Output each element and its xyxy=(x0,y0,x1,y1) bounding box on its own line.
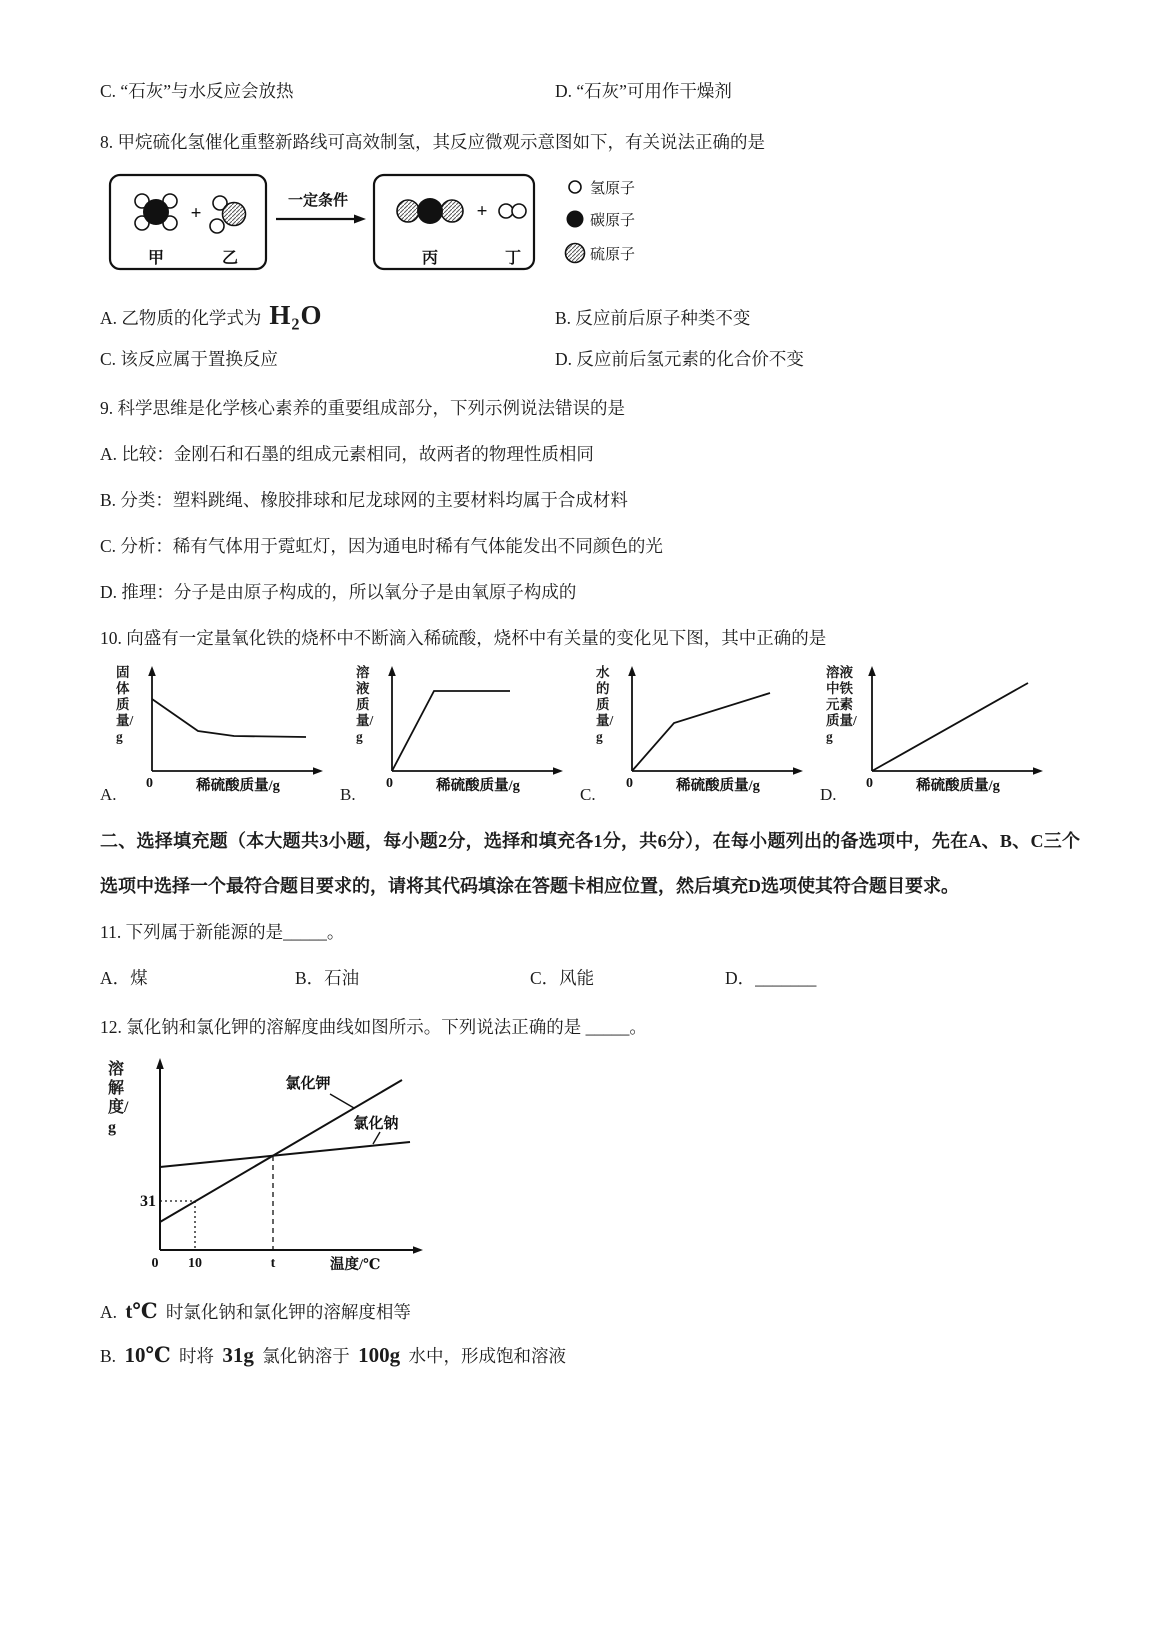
q8-option-c: C. 该反应属于置换反应 xyxy=(100,349,278,369)
curve xyxy=(392,691,510,771)
legend-sulfur: 硫原子 xyxy=(590,247,636,263)
mass-100g-formula: 100g xyxy=(358,1343,401,1367)
x-axis-arrow xyxy=(793,767,803,775)
h2o-formula: H₂O xyxy=(269,300,323,330)
q12-option-a-text: 时氯化钠和氯化钾的溶解度相等 xyxy=(165,1302,411,1322)
solubility-y-axis-label: 溶解度/g xyxy=(108,1061,129,1136)
x-axis-arrow xyxy=(413,1246,423,1254)
y-axis-arrow xyxy=(868,666,876,676)
nacl-curve xyxy=(160,1142,410,1167)
q12-stem: 12. 氯化钠和氯化钾的溶解度曲线如图所示。下列说法正确的是 _____。 xyxy=(100,1017,647,1037)
plus-sign: + xyxy=(190,203,202,224)
condition-label: 一定条件 xyxy=(287,193,349,209)
t-celsius-formula: t℃ xyxy=(125,1299,158,1323)
q12-solubility-graph xyxy=(108,1052,1080,1284)
q7-options-cd xyxy=(100,80,1080,103)
methane-molecule xyxy=(135,194,177,230)
x-axis-label: 稀硫酸质量/g xyxy=(676,778,760,794)
legend-hydrogen: 氢原子 xyxy=(590,181,636,197)
tick-0: 0 xyxy=(151,1256,159,1271)
reaction-micro-diagram xyxy=(108,169,656,283)
y-axis-arrow xyxy=(156,1058,164,1069)
label-ding: 丁 xyxy=(504,250,522,267)
graph-a-letter: A. xyxy=(100,785,117,804)
q12-option-b-text2: 氯化钠溶于 xyxy=(262,1346,350,1366)
x-axis-arrow xyxy=(1033,767,1043,775)
label-bing: 丙 xyxy=(421,250,439,267)
q11-stem: 11. 下列属于新能源的是_____。 xyxy=(100,922,345,942)
tick-t: t xyxy=(270,1256,276,1271)
x-axis-label: 稀硫酸质量/g xyxy=(196,778,280,794)
kcl-curve xyxy=(160,1080,402,1222)
q12-option-b xyxy=(100,1344,1080,1368)
graph-a-ylabel: 固体质量/g xyxy=(116,665,134,744)
x-axis-label: 稀硫酸质量/g xyxy=(916,778,1000,794)
label-jia: 甲 xyxy=(147,250,165,267)
curve xyxy=(872,683,1028,771)
carbon-atom-icon xyxy=(567,211,584,228)
q8-reaction-diagram xyxy=(108,169,1080,288)
q11-option-d: D．_______ xyxy=(725,968,817,988)
y-axis-arrow xyxy=(628,666,636,676)
graph-b-ylabel: 溶液质量/g xyxy=(356,665,374,744)
carbon-disulfide-molecule xyxy=(397,198,463,224)
q10-graph-a xyxy=(100,663,340,813)
curve xyxy=(152,699,306,737)
value-31: 31 xyxy=(140,1193,156,1210)
y-axis-arrow xyxy=(388,666,396,676)
graph-a-plot xyxy=(138,663,328,801)
q11-option-a: A．煤 xyxy=(100,968,148,988)
origin-label: 0 xyxy=(626,776,633,791)
q10-graph-d xyxy=(820,663,1060,813)
graph-d-ylabel: 溶液中铁元素质量/g xyxy=(826,665,857,744)
kcl-label-pointer xyxy=(330,1094,354,1108)
graph-b-plot xyxy=(378,663,568,801)
tick-10: 10 xyxy=(188,1256,202,1271)
q8-option-b: B. 反应前后原子种类不变 xyxy=(555,308,751,328)
plus-sign: + xyxy=(476,201,488,222)
x-axis-arrow xyxy=(313,767,323,775)
section-2-heading: 二、选择填充题（本大题共3小题，每小题2分，选择和填充各1分，共6分），在每小题列出的备选项中，先在A、B、C三个选项中选择一个最符合题目要求的，请将其代码填涂在答题卡相应位置，然后填充D选项使其符合题目要求。 xyxy=(100,831,1080,896)
q7-option-d: D. “石灰”可用作干燥剂 xyxy=(555,81,732,101)
q7-option-c: C. “石灰”与水反应会放热 xyxy=(100,81,294,101)
q10-graphs xyxy=(100,663,1080,813)
q10-stem: 10. 向盛有一定量氧化铁的烧杯中不断滴入稀硫酸，烧杯中有关量的变化见下图，其中正确的是 xyxy=(100,628,827,648)
q12-option-b-text1: 时将 xyxy=(178,1346,214,1366)
graph-b-letter: B. xyxy=(340,785,356,804)
q9-stem: 9. 科学思维是化学核心素养的重要组成部分，下列示例说法错误的是 xyxy=(100,398,625,418)
x-axis-label: 稀硫酸质量/g xyxy=(436,778,520,794)
graph-d-letter: D. xyxy=(820,785,837,804)
hydrogen-molecule xyxy=(499,204,526,218)
q11-option-b: B．石油 xyxy=(295,968,360,988)
label-yi: 乙 xyxy=(221,250,239,267)
q11-option-c: C．风能 xyxy=(530,968,595,988)
q10-graph-b xyxy=(340,663,580,813)
q12-option-b-text3: 水中，形成饱和溶液 xyxy=(408,1346,566,1366)
graph-c-ylabel: 水的质量/g xyxy=(596,665,614,744)
origin-label: 0 xyxy=(146,776,153,791)
hydrogen-atom-icon xyxy=(569,181,581,193)
legend-carbon: 碳原子 xyxy=(590,213,636,229)
kcl-label: 氯化钾 xyxy=(285,1076,331,1092)
origin-label: 0 xyxy=(866,776,873,791)
graph-d-plot xyxy=(858,663,1048,801)
q9-option-a: A. 比较：金刚石和石墨的组成元素相同，故两者的物理性质相同 xyxy=(100,444,594,464)
nacl-label: 氯化钠 xyxy=(353,1116,399,1132)
q8-option-a xyxy=(100,300,555,330)
nacl-label-pointer xyxy=(373,1132,380,1144)
x-axis-label: 温度/℃ xyxy=(330,1257,381,1273)
q11-options xyxy=(100,967,1080,990)
q8-options-ab xyxy=(100,300,1080,330)
x-axis-arrow xyxy=(553,767,563,775)
graph-c-plot xyxy=(618,663,808,801)
q8-option-d: D. 反应前后氢元素的化合价不变 xyxy=(555,349,804,369)
q8-option-a-text: A. 乙物质的化学式为 xyxy=(100,308,262,328)
solubility-plot xyxy=(130,1052,440,1284)
q9-option-c: C. 分析：稀有气体用于霓虹灯，因为通电时稀有气体能发出不同颜色的光 xyxy=(100,536,663,556)
y-axis-arrow xyxy=(148,666,156,676)
q12-option-a-prefix: A. xyxy=(100,1302,118,1322)
q10-graph-c xyxy=(580,663,820,813)
q12-option-b-prefix: B. xyxy=(100,1346,117,1366)
origin-label: 0 xyxy=(386,776,393,791)
q9-option-b: B. 分类：塑料跳绳、橡胶排球和尼龙球网的主要材料均属于合成材料 xyxy=(100,490,628,510)
q8-stem: 8. 甲烷硫化氢催化重整新路线可高效制氢，其反应微观示意图如下，有关说法正确的是 xyxy=(100,132,765,152)
q9-option-d: D. 推理：分子是由原子构成的，所以氧分子是由氧原子构成的 xyxy=(100,582,577,602)
reaction-arrowhead xyxy=(354,215,366,224)
q8-options-cd xyxy=(100,348,1080,371)
graph-c-letter: C. xyxy=(580,785,596,804)
hydrogen-sulfide-molecule xyxy=(210,196,246,233)
q12-option-a xyxy=(100,1300,1080,1324)
mass-31g-formula: 31g xyxy=(222,1343,254,1367)
sulfur-atom-icon xyxy=(566,244,585,263)
curve xyxy=(632,693,770,771)
ten-celsius-formula: 10℃ xyxy=(124,1343,171,1367)
